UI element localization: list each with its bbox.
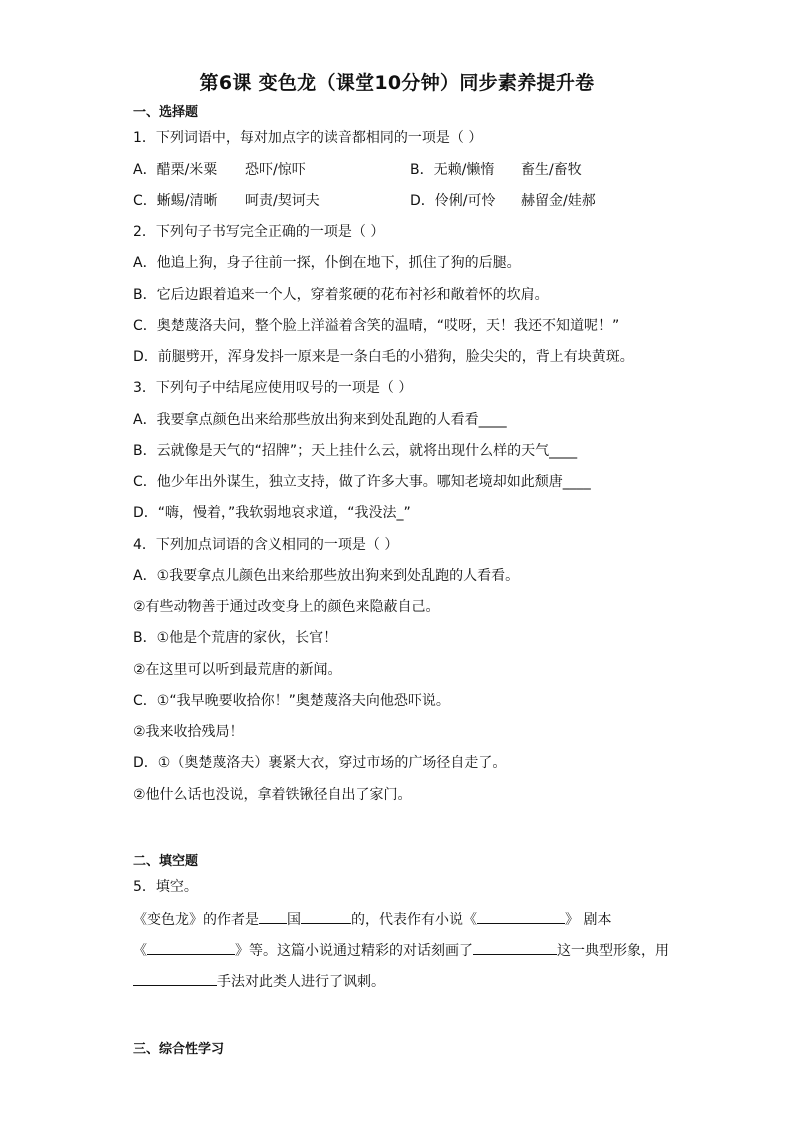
section-heading-choice: 一、选择题 <box>133 105 199 120</box>
q1-option-b-pair2: 畜生/畜牧 <box>521 162 582 178</box>
q1-option-d-pair2: 赫留金/娃郝 <box>521 193 596 209</box>
question-1-stem: 1．下列词语中，每对加点字的读音都相同的一项是（ ） <box>133 130 483 146</box>
q3-option-a: A．我要拿点颜色出来给那些放出狗来到处乱跑的人看看____ <box>133 412 507 428</box>
question-4-stem: 4．下列加点词语的含义相同的一项是（ ） <box>133 537 399 553</box>
q5-fill-line-1 <box>133 909 611 930</box>
q5-text: 》等。这篇小说通过精彩的对话刻画了 <box>235 943 473 959</box>
q1-option-a: A．醋栗/米粟 <box>133 162 218 178</box>
q5-text: 国 <box>287 912 301 928</box>
q2-option-c: C．奥楚蔑洛夫问，整个脸上洋溢着含笑的温晴，“哎呀，天！我还不知道呢！” <box>133 318 620 334</box>
blank-character[interactable] <box>473 940 557 955</box>
q3-option-b: B．云就像是天气的“招牌”；天上挂什么云，就将出现什么样的天气____ <box>133 443 578 459</box>
q1-option-c: C．蜥蜴/清晰 <box>133 193 218 209</box>
q2-option-d: D．前腿劈开，浑身发抖一原来是一条白毛的小猎狗，脸尖尖的，背上有块黄斑。 <box>133 349 634 365</box>
q3-option-c: C．他少年出外谋生，独立支持，做了许多大事。哪知老境却如此颓唐____ <box>133 474 591 490</box>
q1-option-a-pair2: 恐吓/惊吓 <box>245 162 306 178</box>
q1-option-d: D．伶俐/可怜 <box>410 193 496 209</box>
question-2-stem: 2．下列句子书写完全正确的一项是（ ） <box>133 224 385 240</box>
section-heading-comprehensive: 三、综合性学习 <box>133 1042 225 1057</box>
q5-text: 《变色龙》的作者是 <box>133 912 259 928</box>
blank-author[interactable] <box>301 909 351 924</box>
q3-option-d: D．“嗨，慢着，”我软弱地哀求道，“我没法_” <box>133 505 411 521</box>
q4-option-d-1: D．①（奥楚蔑洛夫）裹紧大衣，穿过市场的广场径自走了。 <box>133 755 507 771</box>
q4-option-b-2: ②在这里可以听到最荒唐的新闻。 <box>133 662 342 678</box>
blank-country[interactable] <box>259 909 287 924</box>
q4-option-d-2: ②他什么话也没说，拿着铁锹径自出了家门。 <box>133 787 412 803</box>
q5-text: 》 剧本 <box>565 912 612 928</box>
q4-option-a-2: ②有些动物善于通过改变身上的颜色来隐蔽自己。 <box>133 599 440 615</box>
q4-option-a-1: A．①我要拿点儿颜色出来给那些放出狗来到处乱跑的人看看。 <box>133 568 520 584</box>
q1-option-b: B．无赖/懒惰 <box>410 162 495 178</box>
q4-option-c-2: ②我来收拾残局！ <box>133 724 244 740</box>
blank-play[interactable] <box>147 940 235 955</box>
q5-text: 这一典型形象，用 <box>557 943 669 959</box>
question-5-stem: 5．填空。 <box>133 879 198 895</box>
question-3-stem: 3．下列句子中结尾应使用叹号的一项是（ ） <box>133 380 413 396</box>
blank-technique[interactable] <box>133 971 217 986</box>
q2-option-b: B．它后边跟着追来一个人，穿着浆硬的花布衬衫和敞着怀的坎肩。 <box>133 287 549 303</box>
q1-option-c-pair2: 呵责/契诃夫 <box>245 193 320 209</box>
blank-novel[interactable] <box>477 909 565 924</box>
q4-option-b-1: B．①他是个荒唐的家伙，长官！ <box>133 630 338 646</box>
q5-text: 的，代表作有小说《 <box>351 912 477 928</box>
q4-option-c-1: C．①“我早晚要收拾你！”奥楚蔑洛夫向他恐吓说。 <box>133 693 450 709</box>
q5-text: 手法对此类人进行了讽刺。 <box>217 974 385 990</box>
q2-option-a: A．他追上狗，身子往前一探，仆倒在地下，抓住了狗的后腿。 <box>133 255 521 271</box>
section-heading-fill: 二、填空题 <box>133 854 199 869</box>
q5-fill-line-2 <box>133 940 669 961</box>
q5-text: 《 <box>133 943 147 959</box>
q5-fill-line-3 <box>133 971 385 992</box>
page-title: 第6课 变色龙（课堂10分钟）同步素养提升卷 <box>199 72 595 94</box>
